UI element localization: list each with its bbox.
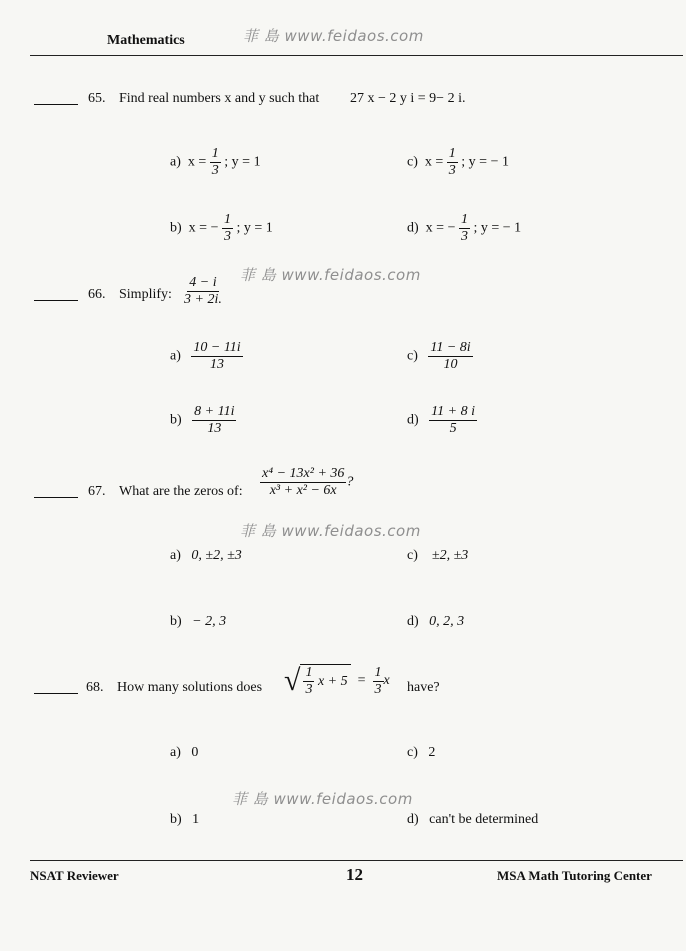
option-letter: d) xyxy=(407,412,419,428)
option-letter: a) xyxy=(170,548,181,563)
option-letter: a) xyxy=(170,348,181,364)
fraction: $\frac{8 + 11i}{13}$ xyxy=(194,404,235,436)
fraction: $\frac{1}{3}$ xyxy=(448,146,456,178)
watermark: 菲 島 www.feidaos.com xyxy=(232,790,413,808)
answer-blank-65[interactable] xyxy=(34,104,78,105)
option-68-a[interactable]: a) 0 xyxy=(170,745,199,760)
answer-blank-68[interactable] xyxy=(34,693,78,694)
option-66-d[interactable] xyxy=(407,404,477,437)
footer-right: MSA Math Tutoring Center xyxy=(497,868,652,883)
question-68-equation: √ $\frac{1}{3}$ x + 5 = $\frac{1}{3}$ x xyxy=(284,664,390,697)
option-letter: b) xyxy=(170,812,182,827)
option-letter: d) xyxy=(407,812,419,827)
fraction: $\frac{1}{3}$ xyxy=(460,212,468,244)
option-letter: a) xyxy=(170,745,181,760)
option-66-c[interactable] xyxy=(407,340,473,373)
question-65-text: Find real numbers x and y such that xyxy=(119,91,320,106)
question-67-text: What are the zeros of: xyxy=(119,484,243,499)
footer-left: NSAT Reviewer xyxy=(30,868,119,883)
option-letter: a) xyxy=(170,154,181,170)
option-letter: b) xyxy=(170,220,182,236)
option-letter: c) xyxy=(407,745,418,760)
fraction: $\frac{11 - 8i}{10}$ xyxy=(430,340,471,372)
fraction: $\frac{1}{3}$ xyxy=(223,212,231,244)
watermark: 菲 島 www.feidaos.com xyxy=(240,522,421,540)
option-65-c[interactable]: c) x = $\frac{1}{3}$ ; y = − 1 xyxy=(407,146,509,178)
option-letter: b) xyxy=(170,412,182,428)
option-66-b[interactable] xyxy=(170,404,236,437)
watermark: 菲 島 www.feidaos.com xyxy=(243,27,424,45)
option-letter: d) xyxy=(407,614,419,629)
question-68-tail: have? xyxy=(407,680,440,695)
option-letter: d) xyxy=(407,220,419,236)
footer-rule xyxy=(30,860,683,861)
fraction: $\frac{10 - 11i}{13}$ xyxy=(193,340,241,372)
answer-blank-67[interactable] xyxy=(34,497,78,498)
option-letter: c) xyxy=(407,548,418,563)
option-66-a[interactable] xyxy=(170,340,243,373)
question-67-number: 67. xyxy=(88,484,106,499)
page-number: 12 xyxy=(346,865,363,884)
square-root: √ $\frac{1}{3}$ x + 5 xyxy=(284,664,351,698)
question-66-text: Simplify: xyxy=(119,287,172,302)
question-65-number: 65. xyxy=(88,91,106,106)
option-67-b[interactable]: b) − 2, 3 xyxy=(170,614,227,629)
option-65-d[interactable]: d) x = − $\frac{1}{3}$ ; y = − 1 xyxy=(407,212,522,244)
option-letter: c) xyxy=(407,348,418,364)
watermark: 菲 島 www.feidaos.com xyxy=(240,266,421,284)
subject-title: Mathematics xyxy=(107,33,185,48)
question-65-equation: 27 x − 2 y i = 9− 2 i. xyxy=(350,91,466,106)
answer-blank-66[interactable] xyxy=(34,300,78,301)
option-68-c[interactable]: c) 2 xyxy=(407,745,436,760)
option-67-d[interactable]: d) 0, 2, 3 xyxy=(407,614,465,629)
option-letter: c) xyxy=(407,154,418,170)
option-65-a[interactable]: a) x = $\frac{1}{3}$ ; y = 1 xyxy=(170,146,261,178)
option-letter: b) xyxy=(170,614,182,629)
header-rule xyxy=(30,55,683,56)
option-68-d[interactable]: d) can't be determined xyxy=(407,812,539,827)
option-65-b[interactable]: b) x = − $\frac{1}{3}$ ; y = 1 xyxy=(170,212,273,244)
question-68-text: How many solutions does xyxy=(117,680,263,695)
option-67-a[interactable]: a) 0, ±2, ±3 xyxy=(170,548,242,563)
question-66-number: 66. xyxy=(88,287,106,302)
fraction: $\frac{11 + 8 i}{5}$ xyxy=(431,404,475,436)
question-68-number: 68. xyxy=(86,680,104,695)
question-66-expression: $\frac{4 - i}{3 + 2i.}$ xyxy=(184,275,222,307)
option-68-b[interactable]: b) 1 xyxy=(170,812,200,827)
option-67-c[interactable]: c) ±2, ±3 xyxy=(407,548,469,563)
fraction: $\frac{1}{3}$ xyxy=(211,146,219,178)
question-67-expression: $\frac{\text{x⁴ − 13x² + 36}}{\text{x³ + x² − 6x}}$ ? xyxy=(262,466,354,498)
